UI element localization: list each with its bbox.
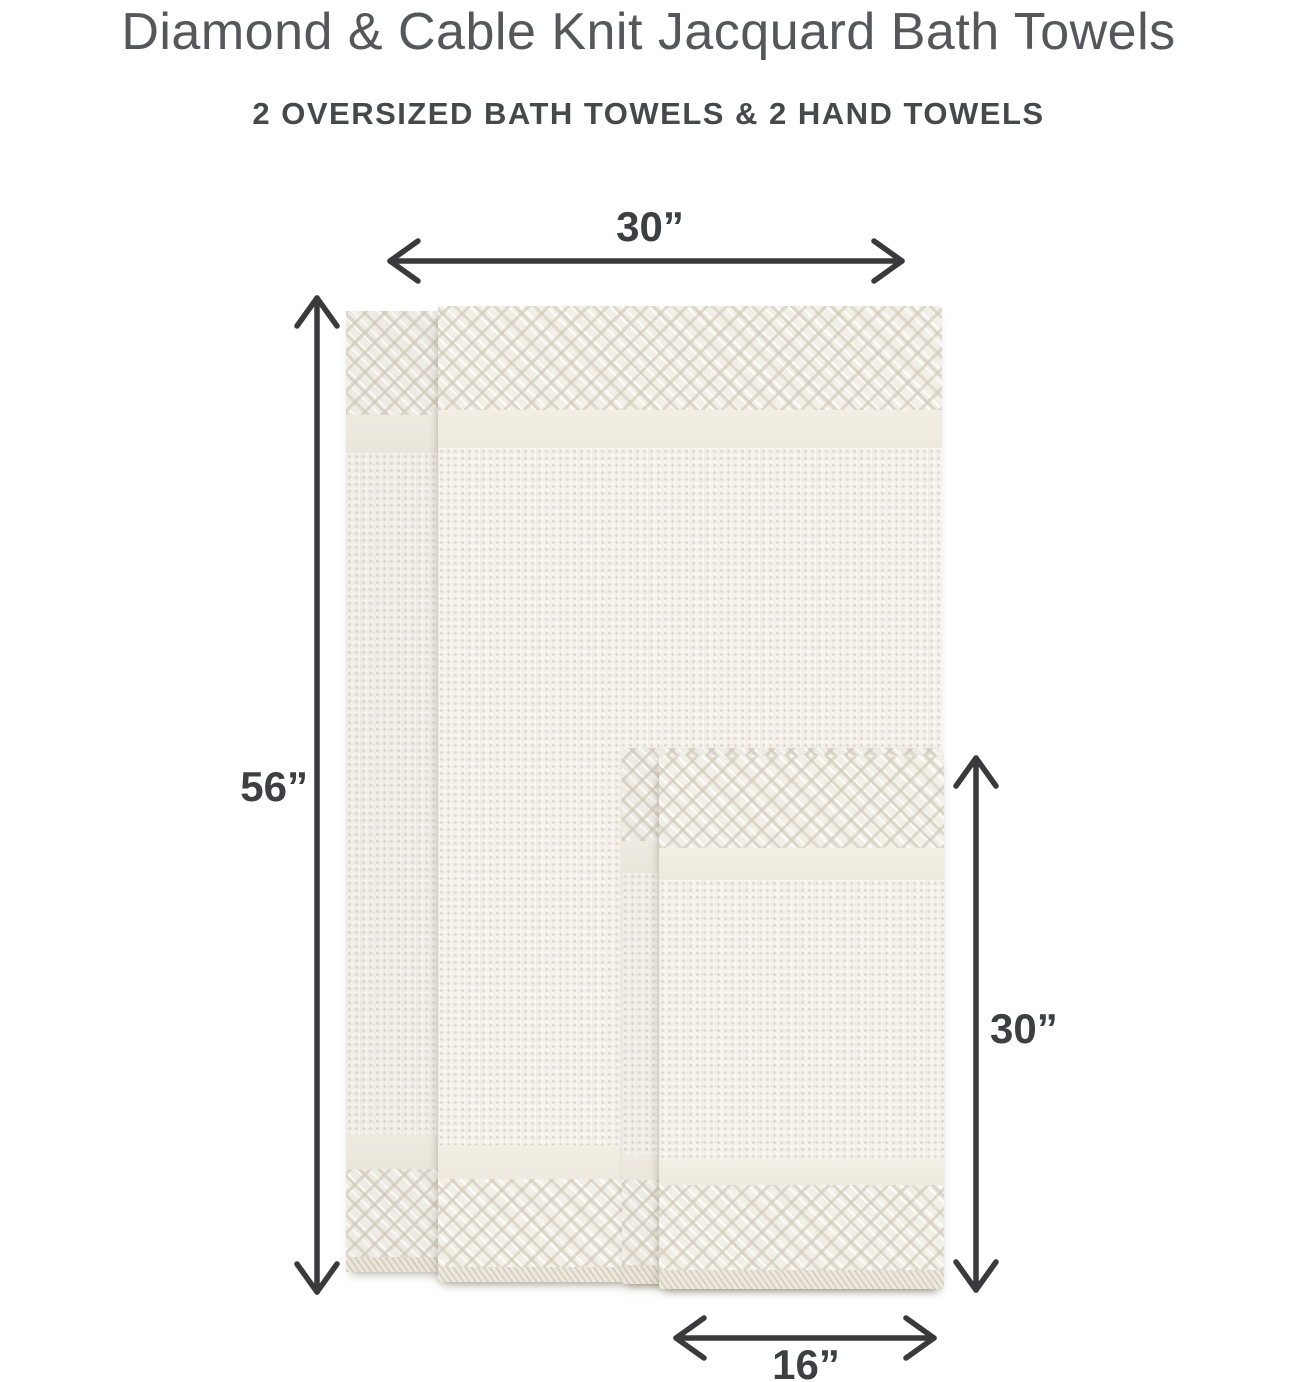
bath-width-label: 30”	[616, 203, 684, 250]
hand-towel-dobby-band	[659, 848, 944, 880]
hand-towel-diamond-border	[659, 1185, 944, 1270]
bath-towel-dobby-band	[438, 410, 942, 448]
hand-width-label: 16”	[772, 1341, 840, 1382]
hand-towel-dobby-band	[659, 1160, 944, 1185]
hand-towel-front-image	[659, 755, 944, 1289]
hand-towel-waffle-body	[659, 880, 944, 1160]
hand-height-label: 30”	[990, 1005, 1058, 1052]
bath-height-label: 56”	[240, 763, 308, 810]
page-title: Diamond & Cable Knit Jacquard Bath Towels	[121, 3, 1176, 61]
hand-towel-diamond-border	[659, 755, 944, 848]
page-subtitle: 2 OVERSIZED BATH TOWELS & 2 HAND TOWELS	[252, 96, 1045, 131]
hand-towel-hem	[659, 1270, 944, 1289]
bath-towel-diamond-border	[438, 306, 942, 410]
